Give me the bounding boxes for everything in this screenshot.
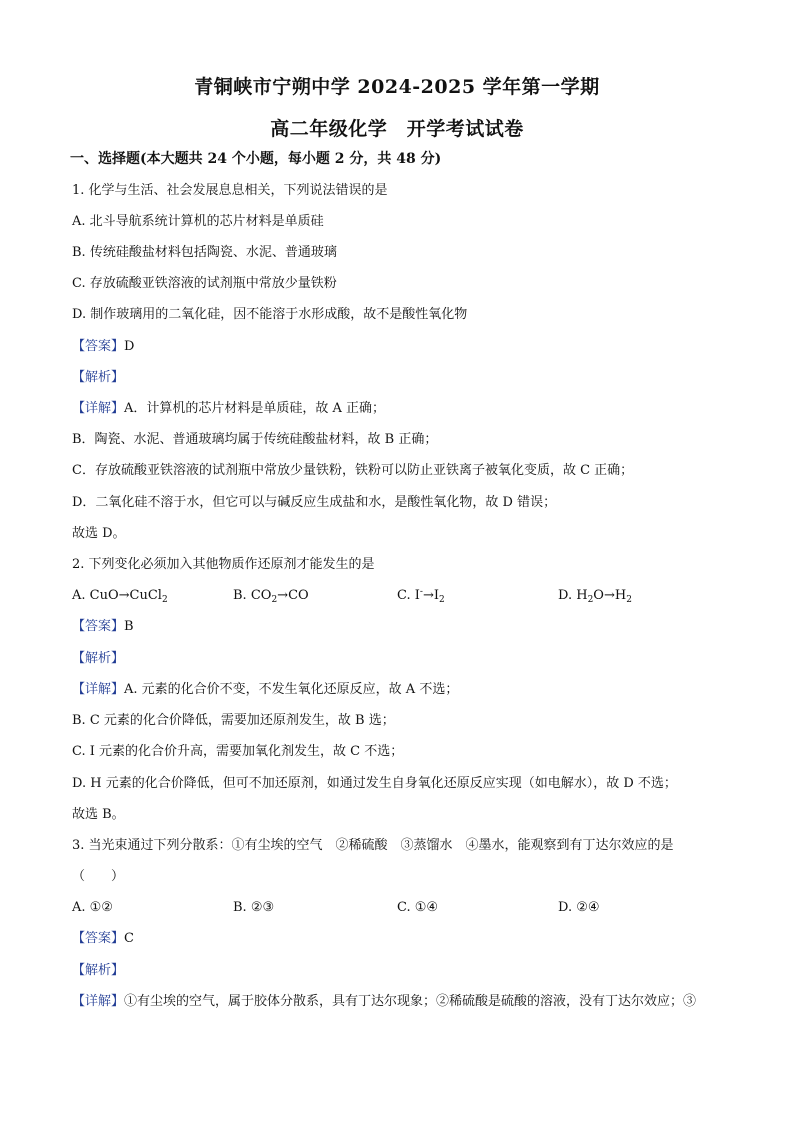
q2-detail-2: B. C 元素的化合价降低，需要加还原剂发生，故 B 选； bbox=[72, 713, 395, 728]
q2-option-a: A. CuO→CuCl$_2$ bbox=[72, 588, 168, 605]
q3-stem: 3. 当光束通过下列分散系：①有尘埃的空气 ②稀硫酸 ③蒸馏水 ④墨水，能观察到有丁达尔效应的是 bbox=[72, 838, 674, 853]
q2-option-d: D. $H_2O\to H_2$ bbox=[558, 588, 632, 605]
q1-detail-3: C．存放硫酸亚铁溶液的试剂瓶中常放少量铁粉，铁粉可以防止亚铁离子被氧化变质，故 C 正确； bbox=[72, 463, 634, 478]
q2-detail-4: D. H 元素的化合价降低，但可不加还原剂，如通过发生自身氧化还原反应实现（如电解水），故 D 不选； bbox=[72, 776, 677, 791]
answer-value: B bbox=[124, 619, 134, 634]
q1-option-c: C. 存放硫酸亚铁溶液的试剂瓶中常放少量铁粉 bbox=[72, 276, 337, 291]
section-heading: 一、选择题(本大题共 24 个小题，每小题 2 分，共 48 分) bbox=[70, 151, 442, 167]
q2-detail-3: C. I 元素的化合价升高，需要加氧化剂发生，故 C 不选； bbox=[72, 744, 404, 759]
q3-detail-1 bbox=[72, 993, 696, 1011]
q3-blank: （ ） bbox=[72, 869, 125, 884]
q1-stem: 1. 化学与生活、社会发展息息相关，下列说法错误的是 bbox=[72, 183, 388, 198]
detail-tag: 【详解】 bbox=[72, 682, 125, 697]
q2-option-c: C. $I^-\to I_2$ bbox=[397, 587, 445, 605]
q1-option-b: B. 传统硅酸盐材料包括陶瓷、水泥、普通玻璃 bbox=[72, 245, 337, 260]
q1-detail-2: B．陶瓷、水泥、普通玻璃均属于传统硅酸盐材料，故 B 正确； bbox=[72, 432, 438, 447]
q2-analysis-tag: 【解析】 bbox=[72, 651, 125, 666]
q2-stem: 2. 下列变化必须加入其他物质作还原剂才能发生的是 bbox=[72, 557, 375, 572]
detail-tag: 【详解】 bbox=[72, 994, 125, 1009]
detail-text: A. 元素的化合价不变，不发生氧化还原反应，故 A 不选； bbox=[124, 682, 459, 697]
q1-conclusion: 故选 D。 bbox=[72, 526, 126, 541]
q1-answer bbox=[72, 338, 134, 356]
answer-tag: 【答案】 bbox=[72, 619, 125, 634]
detail-tag: 【详解】 bbox=[72, 401, 125, 416]
q2-option-b: B. $CO_2\to CO$ bbox=[233, 588, 309, 605]
answer-value: C bbox=[124, 931, 134, 946]
q1-option-d: D. 制作玻璃用的二氧化硅，因不能溶于水形成酸，故不是酸性氧化物 bbox=[72, 307, 468, 322]
page-title-line1: 青铜峡市宁朔中学 2024-2025 学年第一学期 bbox=[194, 76, 600, 98]
q2-answer bbox=[72, 618, 134, 636]
q3-option-d: D. ②④ bbox=[558, 900, 600, 915]
q3-analysis-tag: 【解析】 bbox=[72, 963, 125, 978]
detail-text: ①有尘埃的空气，属于胶体分散系，具有丁达尔现象；②稀硫酸是硫酸的溶液，没有丁达尔效应；③ bbox=[124, 994, 697, 1009]
answer-tag: 【答案】 bbox=[72, 931, 125, 946]
q2-conclusion: 故选 B。 bbox=[72, 807, 125, 822]
detail-text: A．计算机的芯片材料是单质硅，故 A 正确； bbox=[124, 401, 386, 416]
q2-detail-1 bbox=[72, 681, 458, 699]
q3-option-c: C. ①④ bbox=[397, 900, 439, 915]
answer-tag: 【答案】 bbox=[72, 339, 125, 354]
q3-option-b: B. ②③ bbox=[233, 900, 275, 915]
q1-detail-1 bbox=[72, 400, 385, 418]
q3-answer bbox=[72, 930, 134, 948]
q1-detail-4: D．二氧化硅不溶于水，但它可以与碱反应生成盐和水，是酸性氧化物，故 D 错误； bbox=[72, 495, 557, 510]
q3-option-a: A. ①② bbox=[72, 900, 113, 915]
answer-value: D bbox=[124, 339, 135, 354]
q1-analysis-tag: 【解析】 bbox=[72, 370, 125, 385]
q1-option-a: A. 北斗导航系统计算机的芯片材料是单质硅 bbox=[72, 214, 324, 229]
page-title-line2: 高二年级化学 开学考试试卷 bbox=[270, 118, 524, 140]
